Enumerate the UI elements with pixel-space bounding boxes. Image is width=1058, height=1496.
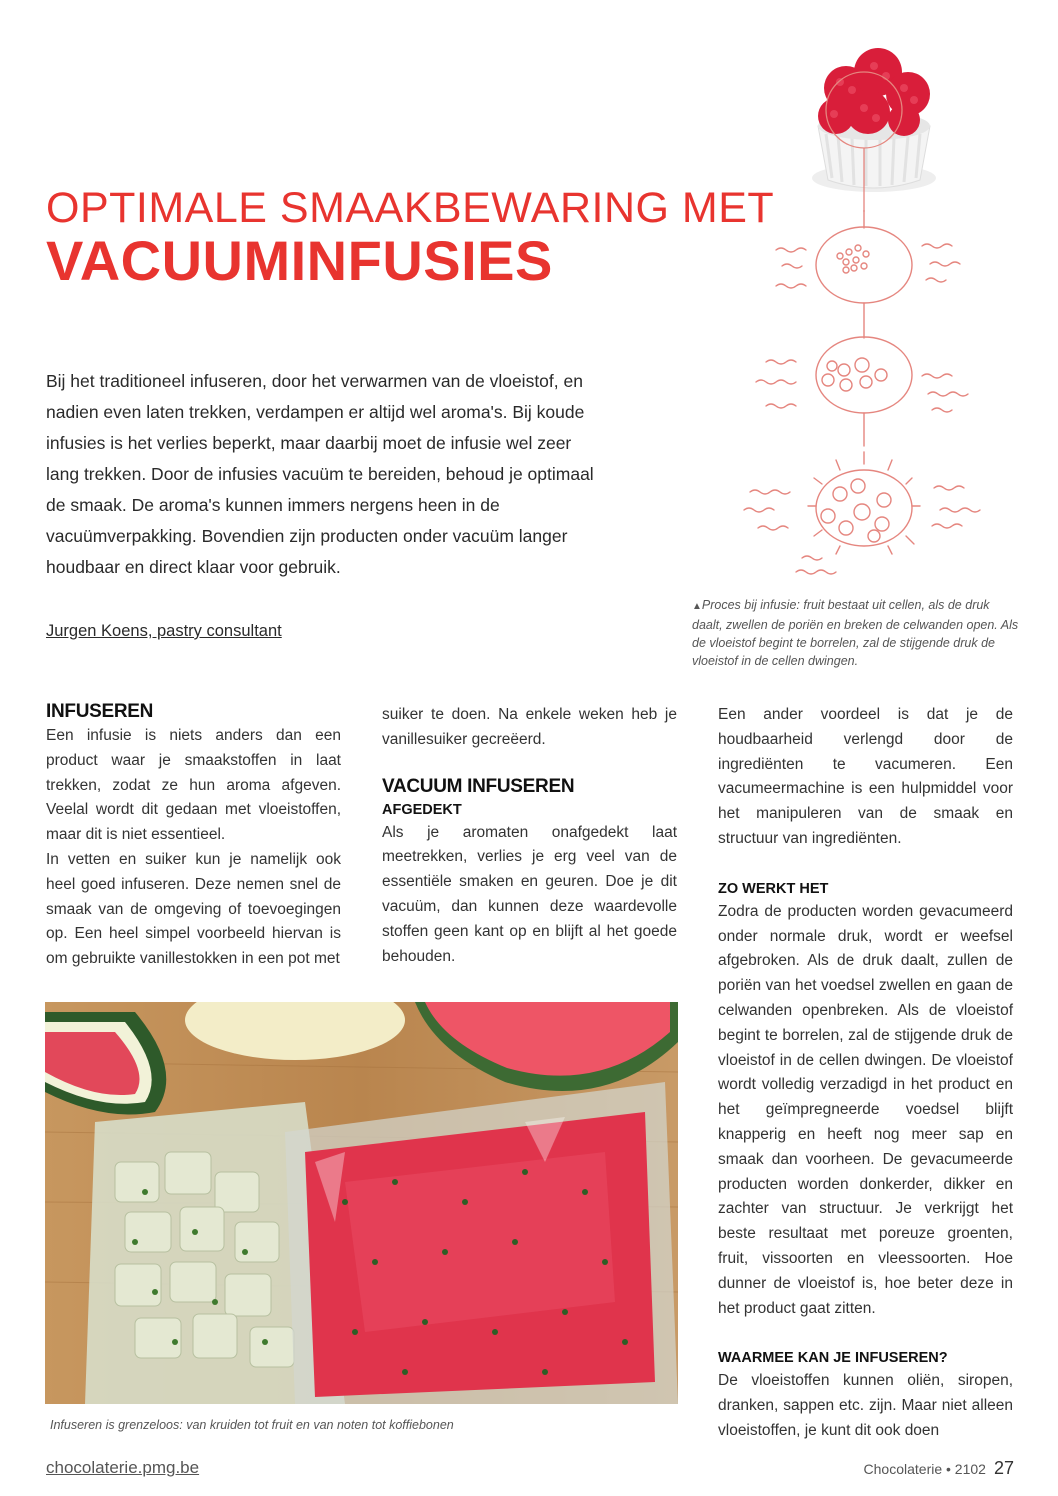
heading-vacuum-infuseren: VACUUM INFUSEREN bbox=[382, 775, 575, 797]
col3-paragraph-1: Een ander voordeel is dat je de houdbaarheid verlengd door de ingrediënten te vacumeren. Een vacumeermachine is een hulpmiddel voor het manipuleren van de smaak en structuur van ingrediënten. bbox=[718, 706, 1013, 847]
website-link[interactable]: chocolaterie.pmg.be bbox=[46, 1458, 200, 1477]
col2-paragraph-2: Als je aromaten onafgedekt laat meetrekken, verlies je erg veel van de essentiële smaken en geuren. Doe je dit vacuüm, dan kunnen deze waardevolle stoffen geen kant op en blijft al het goede behouden. bbox=[382, 823, 677, 965]
column-2 bbox=[382, 703, 677, 969]
title-line-2: VACUUMINFUSIES bbox=[46, 229, 553, 292]
process-caption-text: Proces bij infusie: fruit bestaat uit cellen, als de druk daalt, zwellen de poriën en breken de celwanden open. Als de vloeistof begint te borrelen, zal de stijgende druk de vloeistof in de cellen dwingen. bbox=[692, 598, 1019, 668]
issue-label: Chocolaterie • 2102 bbox=[863, 1461, 986, 1477]
process-caption bbox=[692, 596, 1022, 670]
col3-paragraph-2: Zodra de producten worden gevacumeerd onder normale druk, wordt er weefsel afgebroken. Als de druk daalt, zullen de poriën van het voedsel zwellen en gaan de celwanden openbreken. Als de vloeistof begint te borrelen, zal de stijgende druk de vloeistof in de cellen dwingen. De vloeistof wordt volledig verzadigd in het product en het geïmpregneerde voedsel blijft knapperig en heeft nog meer sap en smaak dan voorheen. De gevacumeerde producten worden donkerder, dikker en zachter van structuur. Je verkrijgt het beste resultaat met poreuze groenten, fruit, vissoorten en vleessoorten. Hoe dunner de vloeistof is, hoe beter deze in het product gaat zitten. bbox=[718, 902, 1013, 1317]
col1-paragraph-2: In vetten en suiker kun je namelijk ook heel goed infuseren. Deze nemen snel de smaak van de omgeving of toevoegingen op. Een heel simpel voorbeeld hiervan is om gebruikte vanillestokken in een pot met bbox=[46, 850, 341, 968]
infusion-process-diagram bbox=[736, 210, 1000, 590]
col2-paragraph-1: suiker te doen. Na enkele weken heb je vanillesuiker gecreëerd. bbox=[382, 706, 677, 748]
page-number: 27 bbox=[993, 1458, 1014, 1478]
intro-paragraph: Bij het traditioneel infuseren, door het verwarmen van de vloeistof, en nadien even laten trekken, verdampen er altijd wel aroma's. Bij koude infusies is het verlies beperkt, maar daarbij moet de infusie wel zeer lang trekken. Door de infusies vacuüm te bereiden, behoud je optimaal de smaak. De aroma's kunnen immers nergens heen in de vacuümverpakking. Bovendien zijn producten onder vacuüm langer houdbaar en direct klaar voor gebruik. bbox=[46, 371, 594, 577]
column-1 bbox=[46, 700, 341, 972]
subheading-afgedekt: AFGEDEKT bbox=[382, 801, 462, 818]
heading-infuseren: INFUSEREN bbox=[46, 701, 154, 722]
column-3 bbox=[718, 703, 1013, 1444]
col3-paragraph-3: De vloeistoffen kunnen oliën, siropen, dranken, sappen etc. zijn. Maar niet alleen vloeistoffen, je kunt dit ook doen bbox=[718, 1372, 1013, 1439]
col1-paragraph-1: Een infusie is niets anders dan een product waar je smaakstoffen in laat trekken, zodat ze hun aroma afgeven. Veelal wordt dit gedaan met vloeistoffen, maar dit is niet essentieel. bbox=[46, 727, 341, 844]
triangle-up-icon: ▲ bbox=[692, 601, 702, 612]
heading-zo-werkt-het: ZO WERKT HET bbox=[718, 880, 829, 897]
title-line-1: OPTIMALE SMAAKBEWARING MET bbox=[46, 184, 775, 232]
raspberry-bowl-image bbox=[756, 30, 956, 212]
footer-issue bbox=[864, 1458, 1014, 1479]
heading-waarmee: WAARMEE KAN JE INFUSEREN? bbox=[718, 1350, 948, 1367]
vacuum-bags-photo bbox=[45, 1002, 678, 1404]
photo-caption: Infuseren is grenzeloos: van kruiden tot fruit en van noten tot koffiebonen bbox=[50, 1418, 454, 1432]
author-credit: Jurgen Koens, pastry consultant bbox=[46, 622, 282, 640]
